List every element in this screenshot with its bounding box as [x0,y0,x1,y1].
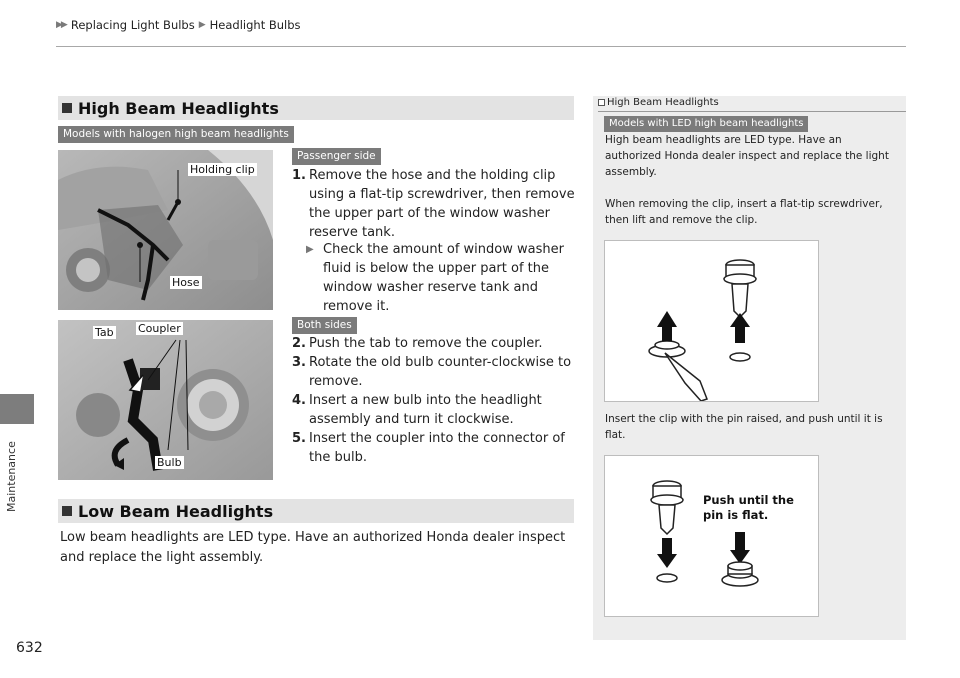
step-number: 1. [292,168,306,183]
breadcrumb [56,18,301,32]
step-text: Remove the hose and the holding clip using a flat-tip screwdriver, then remove the upper part of the window washer reserve tank. [309,168,575,240]
double-arrow-icon: ▶▶ [56,20,66,30]
note-paragraph-2: When removing the clip, insert a flat-tip screwdriver, then lift and remove the clip. [605,198,883,226]
note-paragraph-3: Insert the clip with the pin raised, and push until it is flat. [605,413,883,441]
both-sides-label: Both sides [292,317,357,334]
note-title [598,97,719,108]
high-beam-heading-text: High Beam Headlights [78,98,279,118]
arrow-icon: ▶ [306,244,314,255]
arrow-icon: ▶ [198,20,206,30]
step-text: Push the tab to remove the coupler. [309,336,543,351]
clip-removal-diagram [604,240,819,402]
section-tab-marker [0,394,34,424]
step-1 [292,166,577,242]
step-note-text: Check the amount of window washer fluid is below the upper part of the window washer reserve tank and remove it. [323,242,564,314]
step-4 [292,391,577,429]
low-beam-text: Low beam headlights are LED type. Have an authorized Honda dealer inspect and replace the light assembly. [60,530,566,565]
step-text: Insert the coupler into the connector of the bulb. [309,431,565,465]
bulb-callout: Bulb [157,456,182,469]
square-bullet-icon [62,506,72,516]
square-bullet-icon [62,103,72,113]
holding-clip-callout: Holding clip [190,163,255,176]
step-5 [292,429,577,467]
step-number: 4. [292,393,306,408]
note-paragraph-1: High beam headlights are LED type. Have an authorized Honda dealer inspect and replace the light assembly. [605,134,889,178]
high-beam-heading [58,96,574,120]
led-model-label: Models with LED high beam headlights [604,116,808,132]
step-number: 2. [292,336,306,351]
hose-callout: Hose [172,276,200,289]
step-number: 3. [292,355,306,370]
passenger-side-label: Passenger side [292,148,381,165]
step-1-note [306,240,578,316]
breadcrumb-item-headlight-bulbs[interactable]: Headlight Bulbs [209,18,301,32]
halogen-model-label: Models with halogen high beam headlights [58,126,294,143]
step-2 [292,334,577,353]
step-number: 5. [292,431,306,446]
tab-callout: Tab [95,326,114,339]
low-beam-heading [58,499,574,523]
low-beam-heading-text: Low Beam Headlights [78,501,274,521]
clip-insertion-diagram [604,455,819,617]
note-rule [598,111,906,112]
step-text: Insert a new bulb into the headlight assembly and turn it clockwise. [309,393,542,427]
breadcrumb-item-replacing-light-bulbs[interactable]: Replacing Light Bulbs [70,18,195,32]
coupler-callout: Coupler [138,322,181,335]
push-until-flat-label: Push until the pin is flat. [703,493,794,522]
side-tab-label: Maintenance [5,441,18,512]
step-3 [292,353,577,391]
header-rule [56,46,906,47]
note-icon [598,99,605,106]
step-text: Rotate the old bulb counter-clockwise to remove. [309,355,572,389]
note-title-text: High Beam Headlights [607,97,719,108]
page-number: 632 [16,640,43,656]
